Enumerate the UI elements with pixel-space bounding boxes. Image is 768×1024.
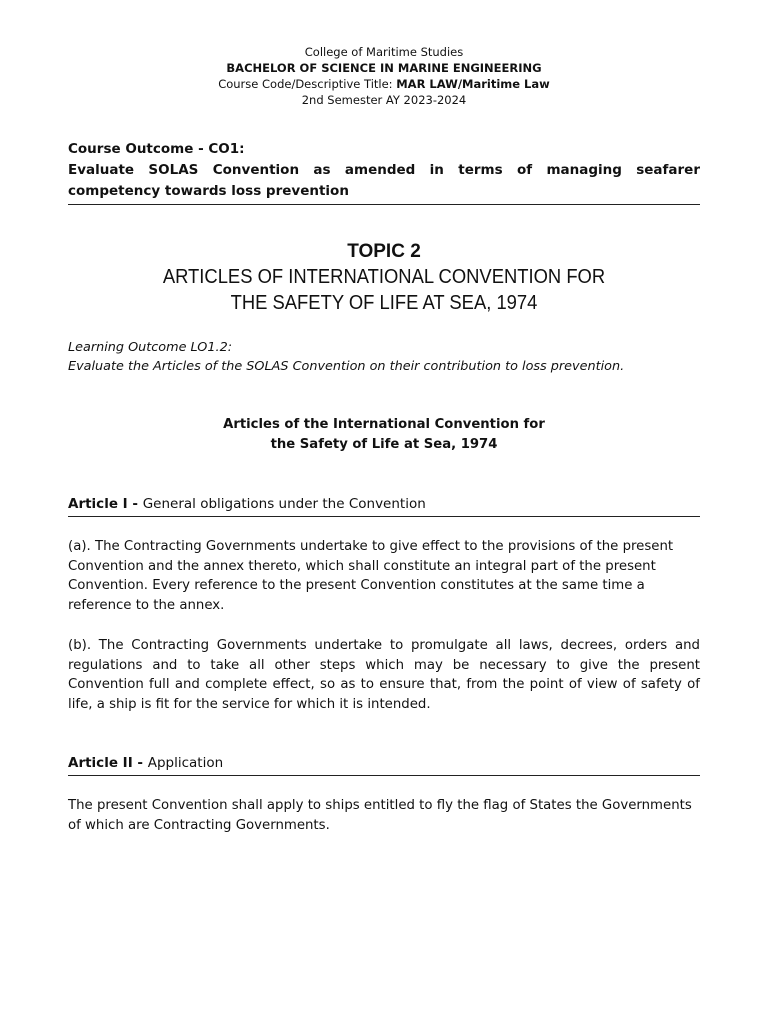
course-outcome-heading: Course Outcome - CO1: [68, 141, 245, 157]
article-2-paragraph: The present Convention shall apply to ships entitled to fly the flag of States the Governments of which are Contracting Governments. [68, 798, 692, 833]
divider [68, 516, 700, 517]
course-value: MAR LAW/Maritime Law [396, 77, 550, 91]
course-label: Course Code/Descriptive Title: [218, 77, 397, 91]
divider [68, 775, 700, 776]
topic-heading [0, 240, 768, 316]
program-name: BACHELOR OF SCIENCE IN MARINE ENGINEERING [226, 61, 542, 75]
article-1-heading [68, 494, 700, 517]
article-2-label: Article II - [68, 755, 148, 771]
section-title-line1: Articles of the International Convention for [223, 417, 545, 432]
learning-outcome [68, 338, 700, 376]
article-1-label: Article I - [68, 496, 143, 512]
section-title-line2: the Safety of Life at Sea, 1974 [270, 437, 498, 452]
article-1-title: General obligations under the Convention [142, 496, 426, 512]
course-outcome [68, 139, 700, 205]
divider [68, 204, 700, 205]
course-line [0, 76, 768, 92]
article-1-paragraph-a: (a). The Contracting Governments undertake to give effect to the provisions of the present Convention and the annex thereto, which shall constitute an integral part of the present Convention. Every reference to the present Convention constitutes at the same time a reference to the annex. [68, 539, 674, 613]
article-2-title: Application [147, 755, 224, 771]
learning-outcome-text: Evaluate the Articles of the SOLAS Convention on their contribution to loss prevention. [68, 359, 625, 374]
semester: 2nd Semester AY 2023-2024 [301, 93, 467, 107]
learning-outcome-heading: Learning Outcome LO1.2: [68, 340, 233, 355]
section-title [0, 415, 768, 455]
course-outcome-text: Evaluate SOLAS Convention as amended in terms of managing seafarer competency towards loss prevention [68, 162, 700, 199]
college-name: College of Maritime Studies [304, 45, 464, 59]
article-1-paragraph-b: (b). The Contracting Governments undertake to promulgate all laws, decrees, orders and regulations and to take all other steps which may be necessary to give the present Convention full and complete effect, so as to ensure that, from the point of view of safety of life, a ship is fit for the service for which it is intended. [68, 638, 700, 712]
topic-title-line2: THE SAFETY OF LIFE AT SEA, 1974 [230, 292, 538, 314]
topic-title-line1: ARTICLES OF INTERNATIONAL CONVENTION FOR [162, 266, 606, 288]
article-2-heading [68, 753, 700, 776]
topic-number: TOPIC 2 [347, 241, 421, 262]
document-header [0, 44, 768, 108]
